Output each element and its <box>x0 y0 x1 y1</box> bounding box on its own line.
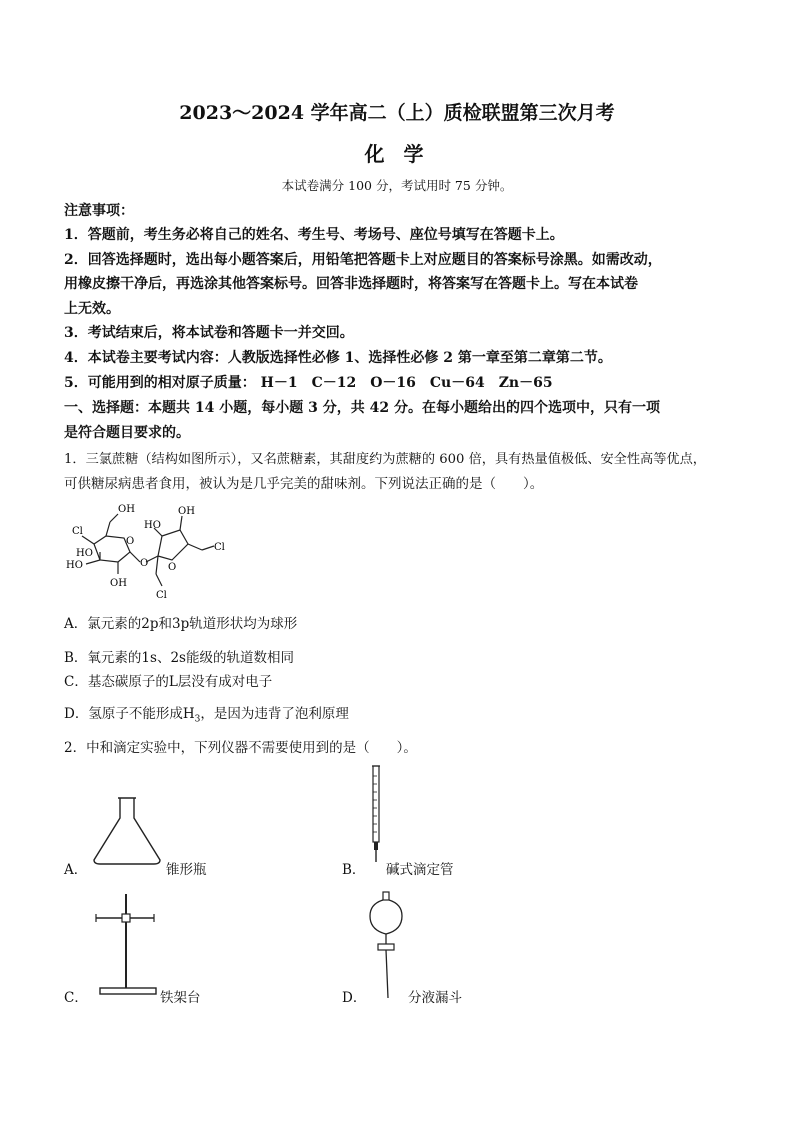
notice-item-2-end: 上无效。 <box>64 301 120 317</box>
q2-option-b-letter: B． <box>342 862 366 878</box>
structure-label-ho-1: HO <box>66 560 83 571</box>
q1-stem-line2: 可供糖尿病患者食用，被认为是几乎完美的甜味剂。下列说法正确的是（ ）。 <box>64 476 544 492</box>
conical-flask-icon <box>90 796 164 866</box>
q1-option-d-suffix: ，是因为违背了泡利原理 <box>200 706 349 722</box>
notice-item-2-cont: 用橡皮擦干净后，再选涂其他答案标号。回答非选择题时，将答案写在答题卡上。写在本试卷 <box>64 276 638 292</box>
q2-option-d-name: 分液漏斗 <box>408 990 462 1006</box>
exam-note: 本试卷满分 100 分，考试用时 75 分钟。 <box>281 178 513 193</box>
q2-option-a-letter: A． <box>64 862 88 878</box>
structure-label-ring-o-2: O <box>168 562 177 573</box>
structure-label-ho-2: HO <box>76 548 93 559</box>
q2-option-c-name: 铁架台 <box>160 990 201 1006</box>
structure-label-ring-o-1: O <box>126 536 135 547</box>
burette-icon <box>366 764 386 868</box>
q2-option-d-letter: D． <box>342 990 367 1006</box>
notice-item-3: 3．考试结束后，将本试卷和答题卡一并交回。 <box>64 325 354 341</box>
notice-item-5: 5．可能用到的相对原子质量： H－1 C－12 O－16 Cu－64 Zn－65 <box>64 375 553 391</box>
q1-option-c: C．基态碳原子的L层没有成对电子 <box>64 674 273 690</box>
structure-label-ho-3: HO <box>144 520 161 531</box>
exam-title: 2023～2024 学年高二（上）质检联盟第三次月考 <box>179 102 615 124</box>
subject-title: 化 学 <box>364 142 430 166</box>
notice-item-4: 4．本试卷主要考试内容：人教版选择性必修 1、选择性必修 2 第一章至第二章第二节。 <box>64 350 612 366</box>
q1-option-d-subscript: 3 <box>194 714 201 725</box>
q2-stem: 2．中和滴定实验中，下列仪器不需要使用到的是（ ）。 <box>64 740 417 756</box>
separatory-funnel-icon <box>366 890 406 1002</box>
q2-option-a-name: 锥形瓶 <box>166 862 207 878</box>
q2-option-c-letter: C． <box>64 990 88 1006</box>
q1-option-b: B．氧元素的1s、2s能级的轨道数相同 <box>64 650 294 666</box>
sucralose-structure-figure <box>64 502 234 602</box>
q2-option-b-name: 碱式滴定管 <box>386 862 454 878</box>
q1-option-d <box>64 702 349 725</box>
structure-label-cl-3: Cl <box>156 590 167 601</box>
notice-item-1: 1．答题前，考生务必将自己的姓名、考生号、考场号、座位号填写在答题卡上。 <box>64 227 564 243</box>
structure-label-cl-1: Cl <box>72 526 83 537</box>
q1-option-a: A．氯元素的2p和3p轨道形状均为球形 <box>64 616 298 632</box>
structure-label-oh-3: OH <box>178 506 195 517</box>
structure-label-oh-1: OH <box>118 504 135 515</box>
section-heading: 一、选择题：本题共 14 小题，每小题 3 分，共 42 分。在每小题给出的四个选项中，只有一项 <box>64 400 660 416</box>
structure-label-bridge-o: O <box>140 558 149 569</box>
notice-heading: 注意事项： <box>64 203 134 219</box>
structure-label-cl-2: Cl <box>214 542 225 553</box>
section-heading-cont: 是符合题目要求的。 <box>64 425 190 441</box>
q1-stem-line1: 1．三氯蔗糖（结构如图所示），又名蔗糖素，其甜度约为蔗糖的 600 倍，具有热量值极低、安全性高等优点， <box>64 452 706 467</box>
q1-option-d-prefix: D．氢原子不能形成H <box>64 706 195 722</box>
structure-label-oh-2: OH <box>110 578 127 589</box>
notice-item-2: 2．回答选择题时，选出每小题答案后，用铅笔把答题卡上对应题目的答案标号涂黑。如需改动， <box>64 252 662 268</box>
iron-stand-icon <box>92 890 158 998</box>
